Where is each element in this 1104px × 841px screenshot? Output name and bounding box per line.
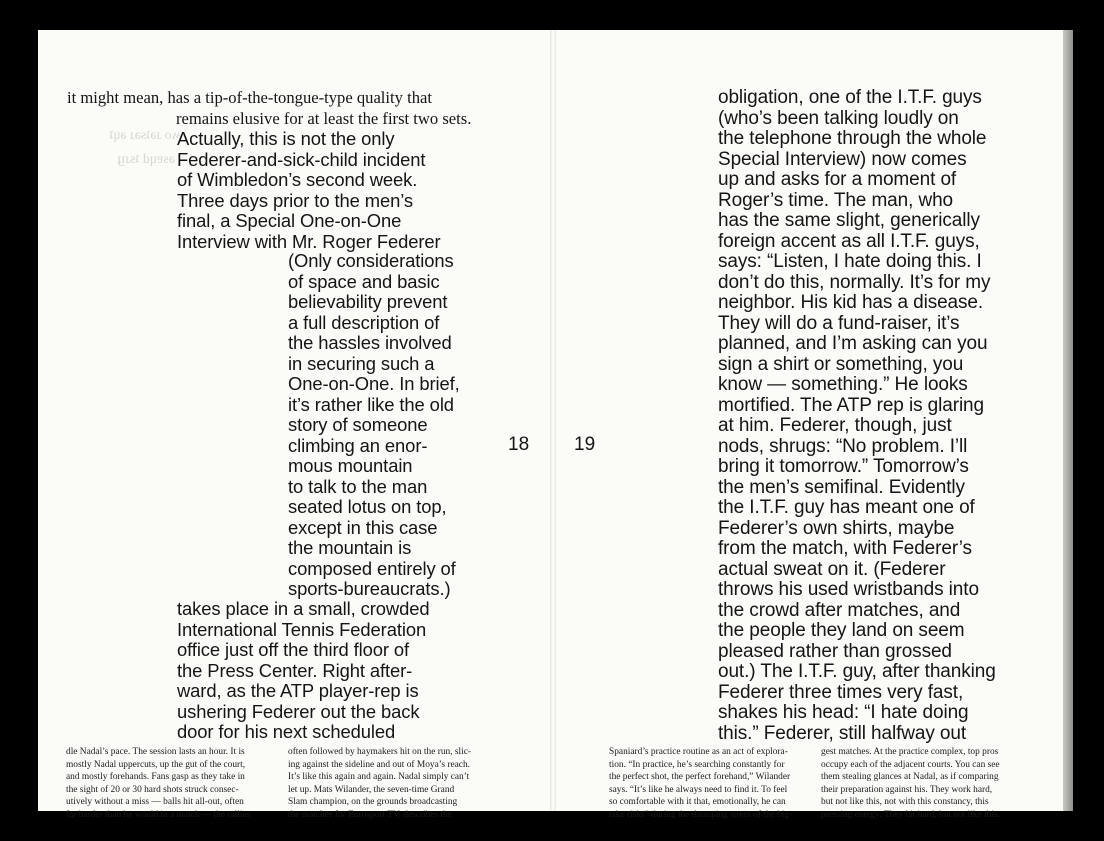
text-line: seated lotus on top, bbox=[288, 496, 447, 517]
text-line: final, a Special One-on-One bbox=[177, 210, 402, 231]
text-line: in securing such a bbox=[288, 352, 435, 374]
text-line: ward, as the ATP player-rep is bbox=[177, 680, 419, 701]
paragraph-block-c bbox=[177, 599, 429, 743]
right-page bbox=[553, 30, 1063, 820]
text-line: mous mountain bbox=[288, 455, 413, 476]
footer-column-2 bbox=[288, 746, 471, 822]
text-line: the hassles involved bbox=[288, 332, 452, 353]
text-line: bring it tomorrow.” Tomorrow’s bbox=[718, 456, 969, 477]
footer-line: the perfect shot, the perfect forehand,” Wilander bbox=[609, 772, 791, 783]
text-line: the I.T.F. guy has meant one of bbox=[718, 497, 975, 518]
footer-line: and mostly forehands. Fans gasp as they take in bbox=[66, 772, 245, 783]
text-line: Interview with Mr. Roger Federer bbox=[177, 230, 441, 252]
text-line: throws his used wristbands into bbox=[718, 579, 979, 600]
text-line: out.) The I.T.F. guy, after thanking bbox=[718, 661, 996, 682]
text-line: says: “Listen, I hate doing this. I bbox=[718, 251, 982, 272]
text-line: the mountain is bbox=[288, 537, 412, 558]
footer-line: the matches for Eurosport TV, describes the bbox=[288, 809, 452, 820]
text-line: They will do a fund-raiser, it’s bbox=[718, 312, 960, 334]
text-line: takes place in a small, crowded bbox=[177, 598, 430, 619]
footer-line: Spaniard’s practice routine as an act of explora- bbox=[609, 747, 788, 757]
text-line: Federer three times very fast, bbox=[718, 681, 964, 703]
page-edge bbox=[1063, 30, 1073, 811]
footer-line: the sight of 20 or 30 hard shots struck consec- bbox=[66, 784, 239, 795]
text-line: pleased rather than grossed bbox=[718, 640, 952, 662]
text-line: (Only considerations bbox=[288, 250, 454, 271]
footer-line: so comfortable with it that, emotionally, he can bbox=[609, 797, 786, 808]
text-line: believability prevent bbox=[288, 291, 448, 312]
text-line: mortified. The ATP rep is glaring bbox=[718, 394, 984, 416]
footer-line: It’s like this again and again. Nadal simply can’t bbox=[288, 772, 470, 783]
text-line: Federer-and-sick-child incident bbox=[177, 148, 426, 170]
footer-column-1 bbox=[66, 746, 250, 822]
footer-line: their preparation against his. They work hard, bbox=[821, 784, 993, 795]
footer-line: far harder than he would in a match — the rallies bbox=[66, 809, 251, 820]
text-line: the people they land on seem bbox=[718, 620, 965, 641]
text-line: don’t do this, normally. It’s for my bbox=[718, 271, 991, 293]
page-number-left: 18 bbox=[508, 434, 530, 455]
footer-line: them stealing glances at Nadal, as if comparing bbox=[821, 772, 999, 783]
text-line: door for his next scheduled bbox=[177, 721, 396, 742]
text-line: Three days prior to the men’s bbox=[177, 189, 413, 211]
text-line: except in this case bbox=[288, 516, 438, 538]
text-line: has the same slight, generically bbox=[718, 210, 980, 231]
footer-line: often followed by haymakers hit on the run, slic- bbox=[288, 747, 472, 757]
paragraph-block-a bbox=[177, 129, 441, 252]
text-line: up and asks for a moment of bbox=[718, 169, 957, 190]
text-line: (who’s been talking loudly on bbox=[718, 107, 959, 129]
show-through-text bbox=[623, 90, 651, 138]
text-line: the crowd after matches, and bbox=[718, 599, 961, 621]
footer-line: occupy each of the adjacent courts. You can see bbox=[821, 759, 1000, 770]
text-line: neighbor. His kid has a disease. bbox=[718, 292, 984, 313]
text-line: Roger’s time. The man, who bbox=[718, 189, 954, 211]
footer-line: utively without a miss — balls hit all-out, often bbox=[66, 797, 244, 808]
text-line: obligation, one of the I.T.F. guys bbox=[718, 87, 982, 108]
text-line: planned, and I’m asking can you bbox=[718, 333, 988, 354]
footer-line: dle Nadal’s pace. The session lasts an hour. It is bbox=[66, 747, 245, 757]
text-line: the telephone through the whole bbox=[718, 128, 987, 149]
text-line: composed entirely of bbox=[288, 557, 456, 579]
text-line: actual sweat on it. (Federer bbox=[718, 558, 946, 580]
text-line: the men’s semifinal. Evidently bbox=[718, 476, 965, 498]
footer-line: ing against the sideline and out of Moya’s reach. bbox=[288, 759, 470, 770]
serif-line-2: remains elusive for at least the first two sets. bbox=[176, 109, 472, 128]
text-line: of space and basic bbox=[288, 270, 440, 292]
footer-line: take risks” during the thumping stress of the big- bbox=[609, 809, 793, 820]
left-page bbox=[38, 30, 553, 820]
text-line: the Press Center. Right after- bbox=[177, 659, 413, 681]
footer-line: tion. “In practice, he’s searching constantly for bbox=[609, 759, 785, 770]
page-number-right: 19 bbox=[574, 434, 596, 455]
text-line: know — something.” He looks bbox=[718, 374, 968, 395]
footer-line: but not like this, not with this constancy, this bbox=[821, 797, 989, 808]
paragraph-block-b bbox=[288, 251, 460, 600]
text-line: Actually, this is not the only bbox=[177, 128, 395, 149]
text-line: Federer’s own shirts, maybe bbox=[718, 517, 955, 539]
show-through-text: ʍo ɹǝʇsǝɹ ǝɥʇ ǝsɐɥd ʇsɹᴉɟ bbox=[109, 128, 182, 167]
text-line: a full description of bbox=[288, 311, 440, 333]
footer-column-1 bbox=[609, 746, 792, 822]
book-gutter bbox=[550, 30, 556, 811]
text-line: it’s rather like the old bbox=[288, 393, 454, 415]
footer-line: let up. Mats Wilander, the seven-time Grand bbox=[288, 784, 455, 795]
text-line: foreign accent as all I.T.F. guys, bbox=[718, 230, 980, 252]
footer-column-2 bbox=[821, 746, 1000, 822]
text-line: office just off the third floor of bbox=[177, 639, 410, 660]
text-line: climbing an enor- bbox=[288, 434, 428, 456]
text-line: nods, shrugs: “No problem. I’ll bbox=[718, 435, 968, 457]
text-line: to talk to the man bbox=[288, 475, 428, 497]
text-line: from the match, with Federer’s bbox=[718, 538, 972, 559]
text-line: this.” Federer, still halfway out bbox=[718, 722, 967, 744]
opening-serif-line: it might mean, has a tip-of-the-tongue-type quality that bbox=[67, 88, 432, 107]
text-line: sign a shirt or something, you bbox=[718, 353, 964, 375]
text-line: story of someone bbox=[288, 414, 428, 435]
text-line: Special Interview) now comes bbox=[718, 148, 967, 170]
text-line: at him. Federer, though, just bbox=[718, 415, 952, 436]
footer-line: Slam champion, on the grounds broadcasting bbox=[288, 797, 458, 808]
footer-line: mostly Nadal uppercuts, up the gut of the court, bbox=[66, 759, 246, 770]
paragraph-block-right bbox=[718, 88, 996, 744]
text-line: sports-bureaucrats.) bbox=[288, 578, 451, 599]
text-line: International Tennis Federation bbox=[177, 618, 427, 640]
footer-line: pressing energy. They hit hard, but not like this. bbox=[821, 809, 1000, 820]
text-line: of Wimbledon’s second week. bbox=[177, 169, 418, 190]
footer-line: says. “It’s like he always need to find it. To feel bbox=[609, 784, 788, 795]
text-line: shakes his head: “I hate doing bbox=[718, 702, 969, 723]
footer-line: gest matches. At the practice complex, top pros bbox=[821, 747, 999, 757]
text-line: One-on-One. In brief, bbox=[288, 373, 460, 394]
text-line: ushering Federer out the back bbox=[177, 700, 420, 722]
